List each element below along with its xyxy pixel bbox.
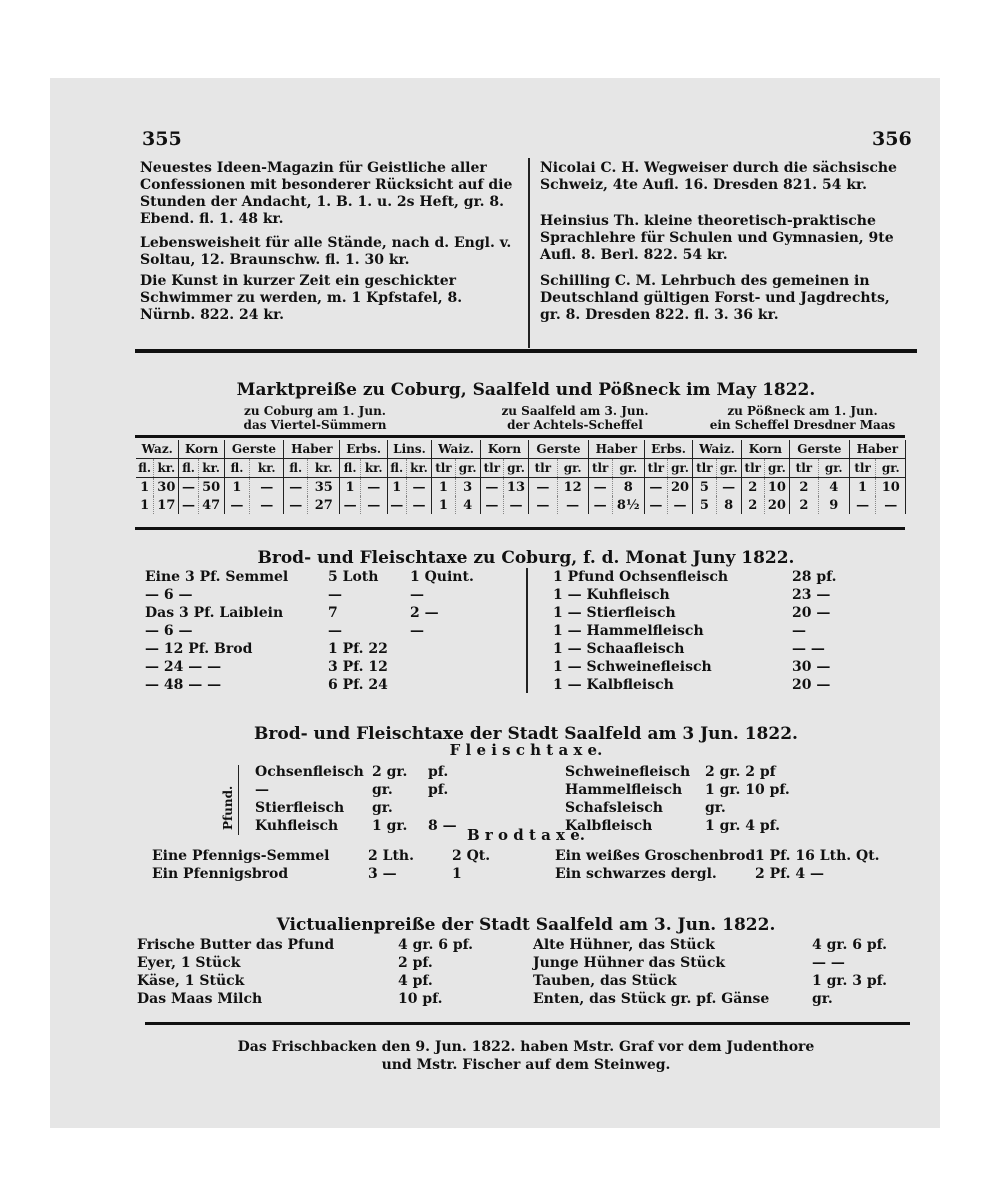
bread-item: Ein Pfennigsbrod <box>152 866 289 882</box>
unit-header: tlr <box>741 459 764 478</box>
victual-price: 4 gr. 6 pf. <box>812 937 888 953</box>
section-rule <box>135 349 917 353</box>
unit-header: tlr <box>432 459 455 478</box>
bread-weight: 7 <box>328 605 338 621</box>
meat-item: Schafsleisch <box>565 800 663 816</box>
price-cell: 13 <box>503 478 528 497</box>
victual-price: gr. <box>812 991 833 1007</box>
commodity-header: Lins. <box>387 440 431 459</box>
bread-weight: — <box>328 623 342 639</box>
unit-header: gr. <box>716 459 741 478</box>
unit-header: gr. <box>667 459 692 478</box>
commodity-header: Gerste <box>224 440 284 459</box>
price-cell: — <box>387 496 406 514</box>
unit-header: tlr <box>529 459 557 478</box>
victual-price: 4 gr. 6 pf. <box>398 937 474 953</box>
price-cell: — <box>529 496 557 514</box>
victual-price: 10 pf. <box>398 991 443 1007</box>
victual-item: Das Maas Milch <box>137 991 263 1007</box>
price-cell: 8 <box>716 496 741 514</box>
page-number-right: 356 <box>872 128 912 150</box>
commodity-header: Erbs. <box>340 440 387 459</box>
price-cell: 1 <box>224 478 250 497</box>
price-cell: — <box>480 478 503 497</box>
meat-price: 1 gr. 4 pf. <box>705 818 781 834</box>
meat-price: 2 gr. 2 pf <box>705 764 776 780</box>
commodity-header: Korn <box>480 440 528 459</box>
price-cell: 50 <box>198 478 224 497</box>
price-cell: 1 <box>340 478 360 497</box>
unit-header: fl. <box>340 459 360 478</box>
book-entry: Schilling C. M. Lehrbuch des gemeinen in Deutschland gültigen Forst- und Jagdrechts, gr. 8. Dresden 822. fl. 3. 36 kr. <box>540 273 890 323</box>
bread-weight: 1 Pf. 22 <box>328 641 388 657</box>
unit-header: fl. <box>387 459 406 478</box>
bread-weight-extra: — <box>410 623 424 639</box>
bread-weight-extra: — <box>410 587 424 603</box>
price-cell: — <box>179 478 198 497</box>
price-cell: 1 <box>432 496 455 514</box>
commodity-header: Gerste <box>529 440 589 459</box>
price-cell: — <box>876 496 906 514</box>
unit-header: fl. <box>136 459 154 478</box>
price-cell: 4 <box>455 496 480 514</box>
market-group-label: ein Scheffel Dresdner Maas <box>709 418 896 432</box>
bread-item: Ein weißes Groschenbrod <box>555 848 756 864</box>
meat-price: 23 — <box>792 587 831 603</box>
meat-price: 1 gr. 10 pf. <box>705 782 790 798</box>
price-cell: — <box>224 496 250 514</box>
meat-price: 20 — <box>792 677 831 693</box>
bread-item: — 24 — — <box>145 659 222 675</box>
book-entry: Heinsius Th. kleine theoretisch-praktische Sprachlehre für Schulen und Gymnasien, 9te Aufl. 8. Berl. 822. 54 kr. <box>540 213 894 263</box>
unit-header: gr. <box>503 459 528 478</box>
bread-item: — 6 — <box>145 587 193 603</box>
bread-item: Das 3 Pf. Laiblein <box>145 605 284 621</box>
unit-header: gr. <box>612 459 644 478</box>
meat-price: gr. <box>372 800 393 816</box>
price-cell: — <box>250 496 284 514</box>
price-cell: — <box>529 478 557 497</box>
meat-price: 2 gr. <box>372 764 408 780</box>
commodity-header: Gerste <box>790 440 850 459</box>
meat-price-pf: pf. <box>428 764 449 780</box>
meat-price-pf: 8 — <box>428 818 457 834</box>
bread-weight: 2 Lth. <box>368 848 414 864</box>
footer-line: und Mstr. Fischer auf dem Steinweg. <box>381 1057 671 1073</box>
unit-header: gr. <box>764 459 789 478</box>
price-cell: — <box>667 496 692 514</box>
meat-price: — — <box>792 641 825 657</box>
victual-price: 4 pf. <box>398 973 433 989</box>
price-cell: — <box>340 496 360 514</box>
market-group-label: zu Pößneck am 1. Jun. <box>727 404 878 418</box>
commodity-header: Haber <box>849 440 905 459</box>
unit-header: kr. <box>406 459 431 478</box>
price-cell: — <box>284 496 308 514</box>
unit-header: tlr <box>790 459 819 478</box>
bread-weight: — <box>328 587 342 603</box>
price-cell: 4 <box>818 478 849 497</box>
price-cell: — <box>557 496 588 514</box>
bread-item: — 48 — — <box>145 677 222 693</box>
price-cell: — <box>360 478 387 497</box>
price-cell: — <box>480 496 503 514</box>
price-cell: — <box>588 496 612 514</box>
price-cell: — <box>588 478 612 497</box>
market-title: Marktpreiße zu Coburg, Saalfeld und Pößneck im May 1822. <box>236 380 816 400</box>
unit-header: kr. <box>360 459 387 478</box>
bread-weight: 5 Loth <box>328 569 379 585</box>
commodity-header: Haber <box>588 440 644 459</box>
price-cell: 1 <box>849 478 876 497</box>
price-cell: 3 <box>455 478 480 497</box>
market-group-label: zu Saalfeld am 3. Jun. <box>501 404 649 418</box>
price-cell: 20 <box>764 496 789 514</box>
bread-item: Eine 3 Pf. Semmel <box>145 569 289 585</box>
commodity-header: Waiz. <box>432 440 481 459</box>
commodity-header: Waz. <box>136 440 179 459</box>
bread-weight: 3 — <box>368 866 397 882</box>
price-cell: — <box>360 496 387 514</box>
victual-item: Enten, das Stück gr. pf. Gänse <box>533 991 770 1007</box>
price-cell: 2 <box>790 496 819 514</box>
price-cell: — <box>179 496 198 514</box>
commodity-header: Erbs. <box>644 440 692 459</box>
unit-header: fl. <box>224 459 250 478</box>
price-cell: 1 <box>136 478 154 497</box>
unit-header: gr. <box>818 459 849 478</box>
meat-item: Kalbfleisch <box>565 818 653 834</box>
meat-item: Ochsenfleisch <box>255 764 364 780</box>
meat-item: 1 — Schaafleisch <box>553 641 685 657</box>
price-cell: 1 <box>387 478 406 497</box>
book-entry: Nicolai C. H. Wegweiser durch die sächsische Schweiz, 4te Aufl. 16. Dresden 821. 54 kr. <box>540 160 897 193</box>
price-cell: 27 <box>308 496 340 514</box>
meat-item: 1 — Kuhfleisch <box>553 587 670 603</box>
section-rule <box>145 1022 910 1025</box>
bread-item: Ein schwarzes dergl. <box>555 866 717 882</box>
commodity-header: Haber <box>284 440 340 459</box>
bread-tax-heading: B r o d t a x e. <box>467 826 585 844</box>
price-cell: — <box>503 496 528 514</box>
price-cell: 2 <box>741 478 764 497</box>
unit-header: kr. <box>154 459 179 478</box>
bread-weight: 3 Pf. 12 <box>328 659 388 675</box>
unit-header: gr. <box>876 459 906 478</box>
bread-weight-extra: 1 <box>452 866 462 882</box>
unit-header: tlr <box>693 459 716 478</box>
bread-weight: 6 Pf. 24 <box>328 677 388 693</box>
victual-item: Käse, 1 Stück <box>137 973 245 989</box>
pfund-label: Pfund. <box>221 785 235 830</box>
bread-weight-extra: 2 Qt. <box>452 848 491 864</box>
meat-price: — <box>792 623 806 639</box>
book-entry: Die Kunst in kurzer Zeit ein geschickter Schwimmer zu werden, m. 1 Kpfstafel, 8. Nürnb. 822. 24 kr. <box>140 273 463 323</box>
unit-header: tlr <box>588 459 612 478</box>
saalfeld-tax-title: Brod- und Fleischtaxe der Stadt Saalfeld am 3 Jun. 1822. <box>254 724 798 744</box>
unit-header: gr. <box>455 459 480 478</box>
unit-header: fl. <box>284 459 308 478</box>
meat-price: 28 pf. <box>792 569 837 585</box>
bread-item: Eine Pfennigs-Semmel <box>152 848 330 864</box>
table-row <box>136 496 906 514</box>
victual-item: Junge Hühner das Stück <box>533 955 726 971</box>
meat-item: Stierfleisch <box>255 800 345 816</box>
brace <box>238 765 239 835</box>
meat-price: 1 gr. <box>372 818 408 834</box>
unit-header: gr. <box>557 459 588 478</box>
meat-item: 1 — Schweinefleisch <box>553 659 712 675</box>
price-cell: — <box>716 478 741 497</box>
bread-weight: 2 Pf. 4 — <box>755 866 825 882</box>
victuals-title: Victualienpreiße der Stadt Saalfeld am 3. Jun. 1822. <box>276 915 776 935</box>
victual-price: 1 gr. 3 pf. <box>812 973 888 989</box>
table-rule <box>135 435 905 438</box>
victual-item: Eyer, 1 Stück <box>137 955 241 971</box>
price-cell: 5 <box>693 496 716 514</box>
meat-item: 1 Pfund Ochsenfleisch <box>553 569 729 585</box>
column-divider <box>526 568 528 693</box>
unit-header: kr. <box>308 459 340 478</box>
bread-weight-extra: 1 Quint. <box>410 569 474 585</box>
price-cell: 8½ <box>612 496 644 514</box>
price-cell: 12 <box>557 478 588 497</box>
meat-item: 1 — Kalbfleisch <box>553 677 674 693</box>
price-cell: — <box>644 478 667 497</box>
price-cell: 5 <box>693 478 716 497</box>
commodity-header: Korn <box>741 440 789 459</box>
market-grid <box>136 440 906 514</box>
victual-item: Frische Butter das Pfund <box>137 937 335 953</box>
bread-item: — 12 Pf. Brod <box>145 641 253 657</box>
book-entry: Lebensweisheit für alle Stände, nach d. Engl. v. Soltau, 12. Braunschw. fl. 1. 30 kr. <box>140 235 512 268</box>
meat-item: Schweinefleisch <box>565 764 691 780</box>
victual-item: Alte Hühner, das Stück <box>533 937 715 953</box>
unit-header: tlr <box>480 459 503 478</box>
price-cell: 2 <box>790 478 819 497</box>
price-cell: 17 <box>154 496 179 514</box>
coburg-tax-title: Brod- und Fleischtaxe zu Coburg, f. d. Monat Juny 1822. <box>257 548 795 568</box>
price-cell: — <box>406 496 431 514</box>
meat-item: Kuhfleisch <box>255 818 339 834</box>
price-cell: 10 <box>876 478 906 497</box>
unit-header: tlr <box>849 459 876 478</box>
price-cell: — <box>284 478 308 497</box>
unit-header: kr. <box>198 459 224 478</box>
meat-item: 1 — Hammelfleisch <box>553 623 704 639</box>
meat-item: — <box>255 782 269 798</box>
bread-weight-extra: 2 — <box>410 605 439 621</box>
page-number-left: 355 <box>142 128 182 150</box>
table-rule <box>135 527 905 530</box>
price-cell: 1 <box>432 478 455 497</box>
bread-weight: 1 Pf. 16 Lth. Qt. <box>755 848 880 864</box>
unit-header: fl. <box>179 459 198 478</box>
meat-tax-heading: F l e i s c h t a x e. <box>449 741 603 759</box>
price-cell: 8 <box>612 478 644 497</box>
price-cell: 1 <box>136 496 154 514</box>
column-divider <box>528 158 530 348</box>
unit-header: kr. <box>250 459 284 478</box>
meat-item: 1 — Stierfleisch <box>553 605 676 621</box>
price-cell: — <box>849 496 876 514</box>
meat-price: 30 — <box>792 659 831 675</box>
book-entry: Neuestes Ideen-Magazin für Geistliche aller Confessionen mit besonderer Rücksicht auf die Stunden der Andacht, 1. B. 1. u. 2s Heft, gr. 8. Ebend. fl. 1. 48 kr. <box>140 160 513 227</box>
price-cell: — <box>406 478 431 497</box>
price-cell: 30 <box>154 478 179 497</box>
meat-item: Hammelfleisch <box>565 782 683 798</box>
commodity-header: Korn <box>179 440 224 459</box>
victual-price: — — <box>812 955 845 971</box>
victual-item: Tauben, das Stück <box>533 973 677 989</box>
commodity-header: Waiz. <box>693 440 742 459</box>
price-cell: 20 <box>667 478 692 497</box>
price-cell: 2 <box>741 496 764 514</box>
price-cell: 10 <box>764 478 789 497</box>
price-cell: 35 <box>308 478 340 497</box>
market-group-label: das Viertel-Sümmern <box>243 418 387 432</box>
meat-price: gr. <box>705 800 726 816</box>
price-cell: 9 <box>818 496 849 514</box>
footer-line: Das Frischbacken den 9. Jun. 1822. haben Mstr. Graf vor dem Judenthore <box>237 1039 815 1055</box>
bread-item: — 6 — <box>145 623 193 639</box>
meat-price: gr. <box>372 782 393 798</box>
meat-price-pf: pf. <box>428 782 449 798</box>
table-row <box>136 478 906 497</box>
meat-price: 20 — <box>792 605 831 621</box>
price-cell: — <box>250 478 284 497</box>
victual-price: 2 pf. <box>398 955 433 971</box>
market-group-label: zu Coburg am 1. Jun. <box>244 404 386 418</box>
unit-header: tlr <box>644 459 667 478</box>
price-cell: 47 <box>198 496 224 514</box>
price-cell: — <box>644 496 667 514</box>
market-group-label: der Achtels-Scheffel <box>507 418 643 432</box>
